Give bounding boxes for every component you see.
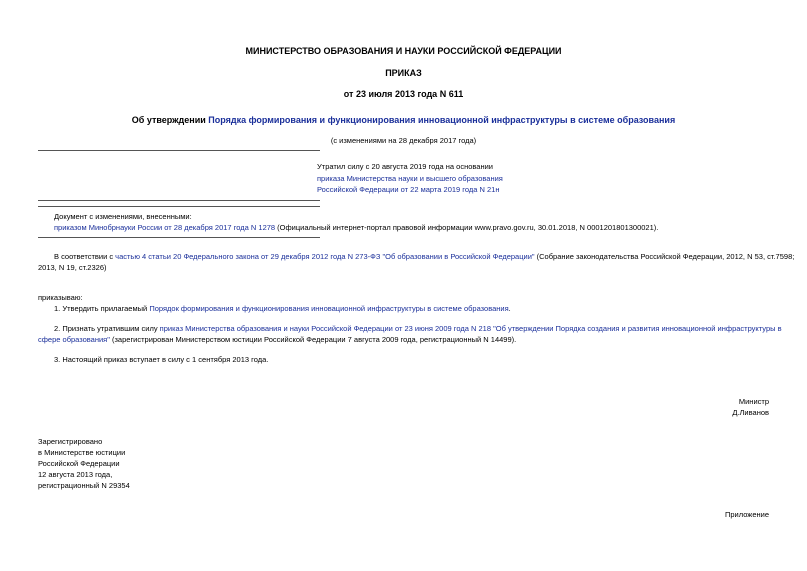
doc-date-number: от 23 июля 2013 года N 611 — [343, 89, 464, 99]
divider — [38, 206, 320, 207]
registration-line3: Российской Федерации — [38, 459, 120, 468]
title-prefix: Об утверждении — [131, 115, 209, 125]
item-1-post: . — [508, 304, 511, 313]
preamble-text2: (Собрание законодательства Российской Федерации, 2012, N 53, ст.7598; — [534, 252, 795, 261]
divider — [38, 150, 320, 151]
item-2-line1 — [54, 324, 782, 333]
title-link[interactable]: Порядка формирования и функционирования инновационной инфраструктуры в системе образования — [208, 115, 676, 125]
appendix-label: Приложение — [725, 510, 769, 519]
registration-line4: 12 августа 2013 года, — [38, 470, 113, 479]
item-2-post: (зарегистрирован Министерством юстиции Российской Федерации 7 августа 2009 года, регистрационный N 14499). — [109, 335, 517, 344]
preamble-law-link[interactable]: частью 4 статьи 20 Федерального закона от 29 декабря 2012 года N 273-ФЗ "Об образовании в Российской Федерации" — [115, 252, 535, 261]
doc-type: ПРИКАЗ — [385, 68, 422, 78]
changes-rest: (Официальный интернет-портал правовой информации www.pravo.gov.ru, 30.01.2018, N 0001201801300021). — [275, 223, 659, 232]
preamble-line2: 2013, N 19, ст.2326) — [38, 263, 107, 272]
expired-line1: Утратил силу с 20 августа 2019 года на основании — [317, 162, 493, 171]
registration-line2: в Министерстве юстиции — [38, 448, 126, 457]
amendments-note: (с изменениями на 28 декабря 2017 года) — [330, 136, 477, 145]
repealed-order-link-cont[interactable]: сфере образования" — [38, 335, 110, 344]
order-word: приказываю: — [38, 293, 83, 302]
ministry-title: МИНИСТЕРСТВО ОБРАЗОВАНИЯ И НАУКИ РОССИЙСКОЙ ФЕДЕРАЦИИ — [245, 46, 562, 56]
document-title — [0, 115, 807, 125]
changes-label: Документ с изменениями, внесенными: — [54, 212, 192, 221]
signature-name: Д.Ливанов — [732, 408, 769, 417]
changes-link[interactable]: приказом Минобрнауки России от 28 декабря 2017 года N 1278 — [54, 223, 276, 232]
expired-link-line2[interactable]: приказа Министерства науки и высшего образования — [317, 174, 503, 183]
expired-link-line3[interactable]: Российской Федерации от 22 марта 2019 года N 21н — [317, 185, 500, 194]
item-2-line2 — [38, 335, 516, 344]
preamble-text1: В соответствии с — [54, 252, 116, 261]
signature-position: Министр — [738, 397, 769, 406]
repealed-order-link[interactable]: приказ Министерства образования и науки Российской Федерации от 23 июня 2009 года N 218 "Об утверждении Порядка создания и развития инновационной инфраструктуры в — [159, 324, 782, 333]
procedure-link[interactable]: Порядок формирования и функционирования инновационной инфраструктуры в системе образования — [149, 304, 509, 313]
item-1 — [54, 304, 511, 313]
item-3: 3. Настоящий приказ вступает в силу с 1 сентября 2013 года. — [54, 355, 269, 364]
divider — [38, 200, 320, 201]
preamble-line1 — [54, 252, 794, 261]
changes-line — [54, 223, 658, 232]
divider — [38, 237, 320, 238]
item-1-pre: 1. Утвердить прилагаемый — [54, 304, 150, 313]
item-2-pre: 2. Признать утратившим силу — [54, 324, 160, 333]
registration-line1: Зарегистрировано — [38, 437, 103, 446]
registration-line5: регистрационный N 29354 — [38, 481, 130, 490]
